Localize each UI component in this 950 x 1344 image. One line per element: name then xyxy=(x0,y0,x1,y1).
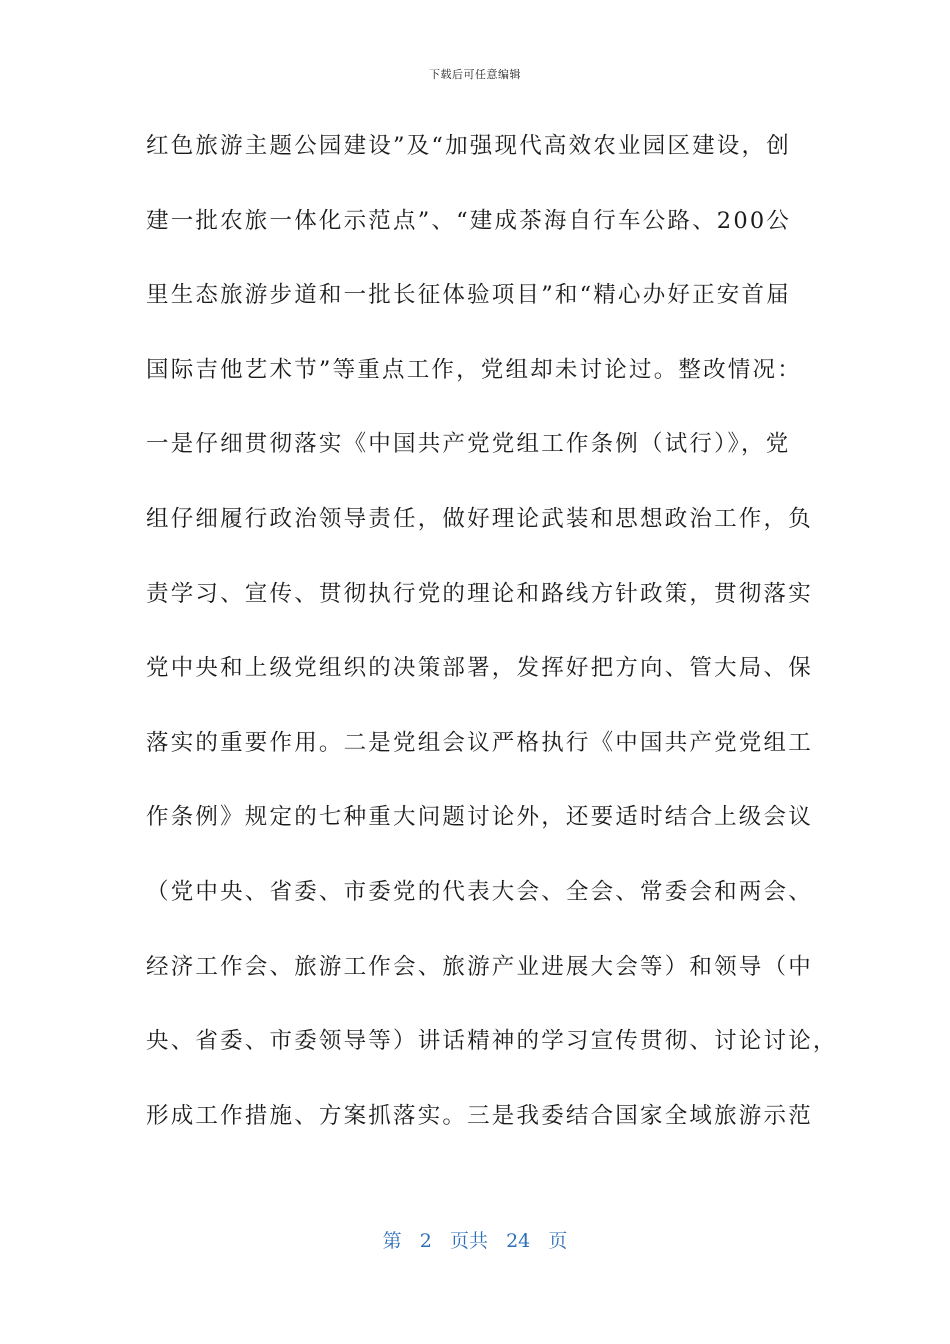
text-line: 一是仔细贯彻落实《中国共产党党组工作条例（试行）》，党 xyxy=(146,431,791,458)
page-footer xyxy=(0,1226,950,1253)
text-line: （党中央、省委、市委党的代表大会、全会、常委会和两会、 xyxy=(146,878,813,905)
text-line: 国际吉他艺术节”等重点工作，党组却未讨论过。整改情况： xyxy=(146,356,802,383)
header-note: 下载后可任意编辑 xyxy=(429,68,521,81)
text-line: 红色旅游主题公园建设”及“加强现代高效农业园区建设，创 xyxy=(146,133,791,159)
footer-prefix: 第 xyxy=(382,1230,402,1252)
footer-suffix: 页 xyxy=(548,1230,568,1252)
footer-total-pages: 24 xyxy=(506,1230,531,1252)
text-line: 党中央和上级党组织的决策部署，发挥好把方向、管大局、保 xyxy=(146,655,813,682)
text-line: 责学习、宣传、贯彻执行党的理论和路线方针政策，贯彻落实 xyxy=(146,580,813,607)
text-line: 形成工作措施、方案抓落实。三是我委结合国家全域旅游示范 xyxy=(146,1102,813,1129)
text-line: 里生态旅游步道和一批长征体验项目”和“精心办好正安首届 xyxy=(146,282,791,309)
body-text xyxy=(146,118,838,1162)
footer-middle: 页共 xyxy=(449,1230,488,1252)
footer-page-number: 2 xyxy=(419,1230,432,1252)
text-line: 组仔细履行政治领导责任，做好理论武装和思想政治工作，负 xyxy=(146,505,813,532)
text-line: 建一批农旅一体化示范点”、“建成茶海自行车公路、200公 xyxy=(146,207,792,234)
text-line: 落实的重要作用。二是党组会议严格执行《中国共产党党组工 xyxy=(146,729,813,756)
text-line: 经济工作会、旅游工作会、旅游产业进展大会等）和领导（中 xyxy=(146,953,813,980)
text-line: 作条例》规定的七种重大问题讨论外，还要适时结合上级会议 xyxy=(146,804,813,831)
text-line: 央、省委、市委领导等）讲话精神的学习宣传贯彻、讨论讨论， xyxy=(146,1028,838,1055)
